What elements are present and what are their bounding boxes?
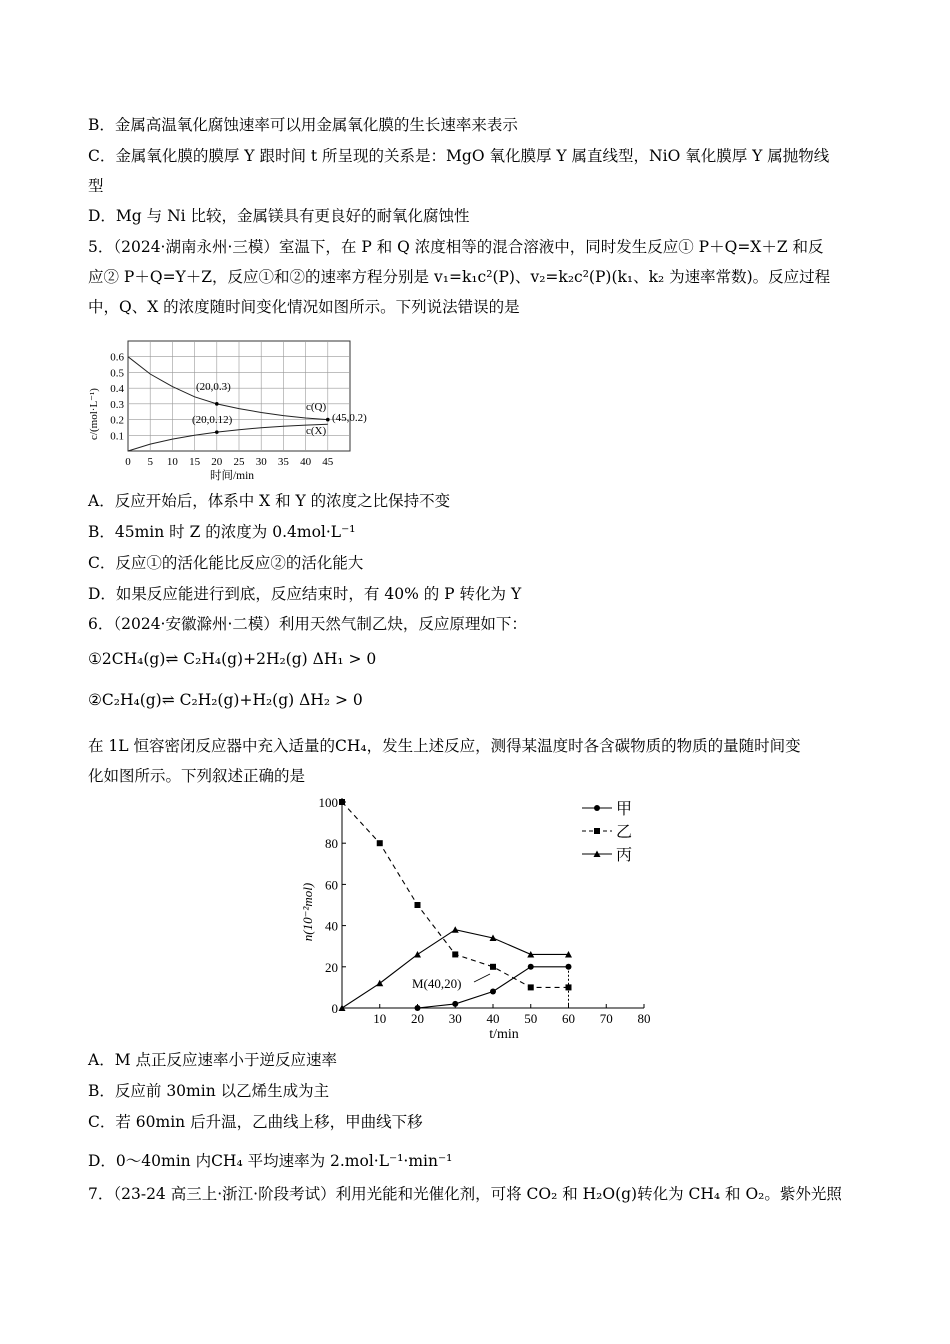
chart1-x-tick-label: 40	[300, 456, 312, 468]
chart1-series-line-1	[128, 424, 328, 451]
chart2-y-tick-label: 100	[318, 795, 338, 810]
question-6-option-d: D．0～40min 内CH₄ 平均速率为 2.mol·L⁻¹·min⁻¹	[88, 1152, 453, 1170]
chart2-legend-label: 丙	[616, 847, 633, 864]
chart1-series-label-q: c(Q)	[306, 401, 327, 413]
chart2-point-square	[566, 984, 572, 990]
option-c-q4-cont: 型	[88, 177, 104, 195]
chart1-x-tick-label: 20	[211, 456, 223, 468]
chart2-point-circle	[490, 989, 496, 995]
chart1-y-tick-label: 0.3	[110, 398, 124, 411]
chart2-point-circle	[528, 964, 534, 970]
chart1-y-tick-label: 0.4	[110, 383, 124, 396]
chart2-x-tick-label: 80	[637, 1011, 651, 1026]
chart1-annotation-45-02: (45,0.2)	[332, 412, 367, 424]
chart1-point	[215, 402, 219, 406]
chart1-series-label-x: c(X)	[306, 425, 327, 437]
chart2-point-square	[490, 964, 496, 970]
question-6-line-3: 化如图所示。下列叙述正确的是	[88, 767, 306, 785]
chart1-y-tick-label: 0.6	[110, 351, 124, 364]
option-d-q4: D．Mg 与 Ni 比较，金属镁具有更良好的耐氧化腐蚀性	[88, 207, 470, 225]
chart1-point	[215, 430, 219, 434]
chart1-annotation-20-03: (20,0.3)	[196, 381, 231, 393]
chart2-xlabel: t/min	[489, 1027, 519, 1042]
chart1-x-tick-label: 15	[189, 456, 201, 468]
chart1-x-tick-label: 10	[166, 456, 178, 468]
reaction-2: ②C₂H₄(g)⇌ C₂H₂(g)+H₂(g) ΔH₂ > 0	[88, 691, 363, 709]
chart1-ylabel: c/(mol·L⁻¹)	[88, 388, 100, 440]
chart2-point-triangle	[452, 926, 459, 933]
chart2-x-tick-label: 70	[599, 1011, 613, 1026]
chart1-y-tick-label: 0.1	[110, 430, 124, 443]
question-6-option-a: A．M 点正反应速率小于逆反应速率	[88, 1051, 337, 1069]
question-5-option-a: A．反应开始后，体系中 X 和 Y 的浓度之比保持不变	[88, 492, 451, 510]
chart-concentration-vs-time	[86, 326, 386, 486]
chart2-ylabel: n(10⁻²mol)	[300, 882, 315, 942]
chart2-x-tick-label: 40	[486, 1011, 500, 1026]
chart2-y-tick-label: 60	[325, 877, 338, 893]
chart2-point-square	[415, 902, 421, 908]
chart2-point-square	[452, 951, 458, 957]
chart2-series-line-2	[342, 930, 569, 1008]
chart2-point-triangle	[414, 951, 421, 958]
chart1-y-tick-label: 0.2	[110, 414, 124, 427]
chart2-y-tick-label: 0	[331, 1001, 338, 1016]
chart1-x-tick-label: 0	[125, 456, 131, 468]
chart1-x-tick-label: 45	[322, 456, 334, 468]
chart-carbon-species-vs-time	[296, 792, 666, 1044]
chart2-y-tick-label: 20	[325, 959, 338, 975]
chart1-x-tick-label: 35	[277, 456, 289, 468]
reaction-1: ①2CH₄(g)⇌ C₂H₄(g)+2H₂(g) ΔH₁ > 0	[88, 650, 377, 668]
question-6-line-2: 在 1L 恒容密闭反应器中充入适量的CH₄，发生上述反应，测得某温度时各含碳物质的物质的量随时间变	[88, 737, 801, 755]
question-5-option-c: C．反应①的活化能比反应②的活化能大	[88, 554, 364, 572]
chart2-y-tick-label: 80	[325, 836, 338, 852]
chart2-series-line-1	[342, 802, 569, 987]
question-5-option-d: D．如果反应能进行到底，反应结束时，有 40% 的 P 转化为 Y	[88, 585, 522, 603]
chart1-x-tick-label: 25	[233, 456, 245, 468]
chart1-point	[326, 418, 330, 422]
chart1-xlabel: 时间/min	[209, 470, 255, 482]
question-5-line-3: 中，Q、X 的浓度随时间变化情况如图所示。下列说法错误的是	[88, 298, 520, 316]
chart2-annotation-m: M(40,20)	[412, 976, 462, 991]
chart2-x-tick-label: 10	[373, 1011, 387, 1026]
chart1-annotation-20-012: (20,0.12)	[192, 414, 233, 426]
chart2-x-tick-label: 20	[411, 1011, 424, 1026]
option-c-q4: C．金属氧化膜的膜厚 Y 跟时间 t 所呈现的关系是：MgO 氧化膜厚 Y 属直线型，NiO 氧化膜厚 Y 属抛物线	[88, 147, 830, 165]
chart2-legend-marker	[594, 828, 600, 834]
chart2-x-tick-label: 60	[562, 1011, 575, 1026]
chart2-point-square	[377, 840, 383, 846]
question-5-line-2: 应② P＋Q=Y＋Z，反应①和②的速率方程分别是 v₁=k₁c²(P)、v₂=k₂c²(P)(k₁、k₂ 为速率常数)。反应过程	[88, 268, 831, 286]
chart1-x-tick-label: 30	[255, 456, 267, 468]
option-b-q4: B．金属高温氧化腐蚀速率可以用金属氧化膜的生长速率来表示	[88, 116, 518, 134]
question-7-line-1: 7．（23-24 高三上·浙江·阶段考试）利用光能和光催化剂，可将 CO₂ 和 H₂O(g)转化为 CH₄ 和 O₂。紫外光照	[88, 1185, 842, 1203]
chart2-annotation-leader	[474, 974, 490, 982]
question-6-line-1: 6．（2024·安徽滁州·二模）利用天然气制乙炔，反应原理如下：	[88, 615, 527, 633]
chart2-point-triangle	[376, 980, 383, 987]
chart2-legend-label: 乙	[616, 824, 633, 841]
question-6-option-c: C．若 60min 后升温，乙曲线上移，甲曲线下移	[88, 1113, 423, 1131]
question-5-option-b: B．45min 时 Z 的浓度为 0.4mol·L⁻¹	[88, 523, 356, 541]
chart2-point-circle	[566, 964, 572, 970]
chart2-x-tick-label: 50	[524, 1011, 538, 1026]
question-6-option-b: B．反应前 30min 以乙烯生成为主	[88, 1082, 330, 1100]
chart1-x-tick-label: 5	[147, 456, 153, 468]
question-5-line-1: 5．（2024·湖南永州·三模）室温下，在 P 和 Q 浓度相等的混合溶液中，同时发生反应① P＋Q=X＋Z 和反	[88, 238, 824, 256]
chart1-y-tick-label: 0.5	[110, 367, 124, 380]
chart2-y-tick-label: 40	[325, 918, 338, 934]
chart2-point-square	[528, 984, 534, 990]
chart2-x-tick-label: 30	[448, 1011, 462, 1026]
chart2-legend-label: 甲	[616, 801, 633, 818]
chart2-legend-marker	[594, 805, 600, 811]
